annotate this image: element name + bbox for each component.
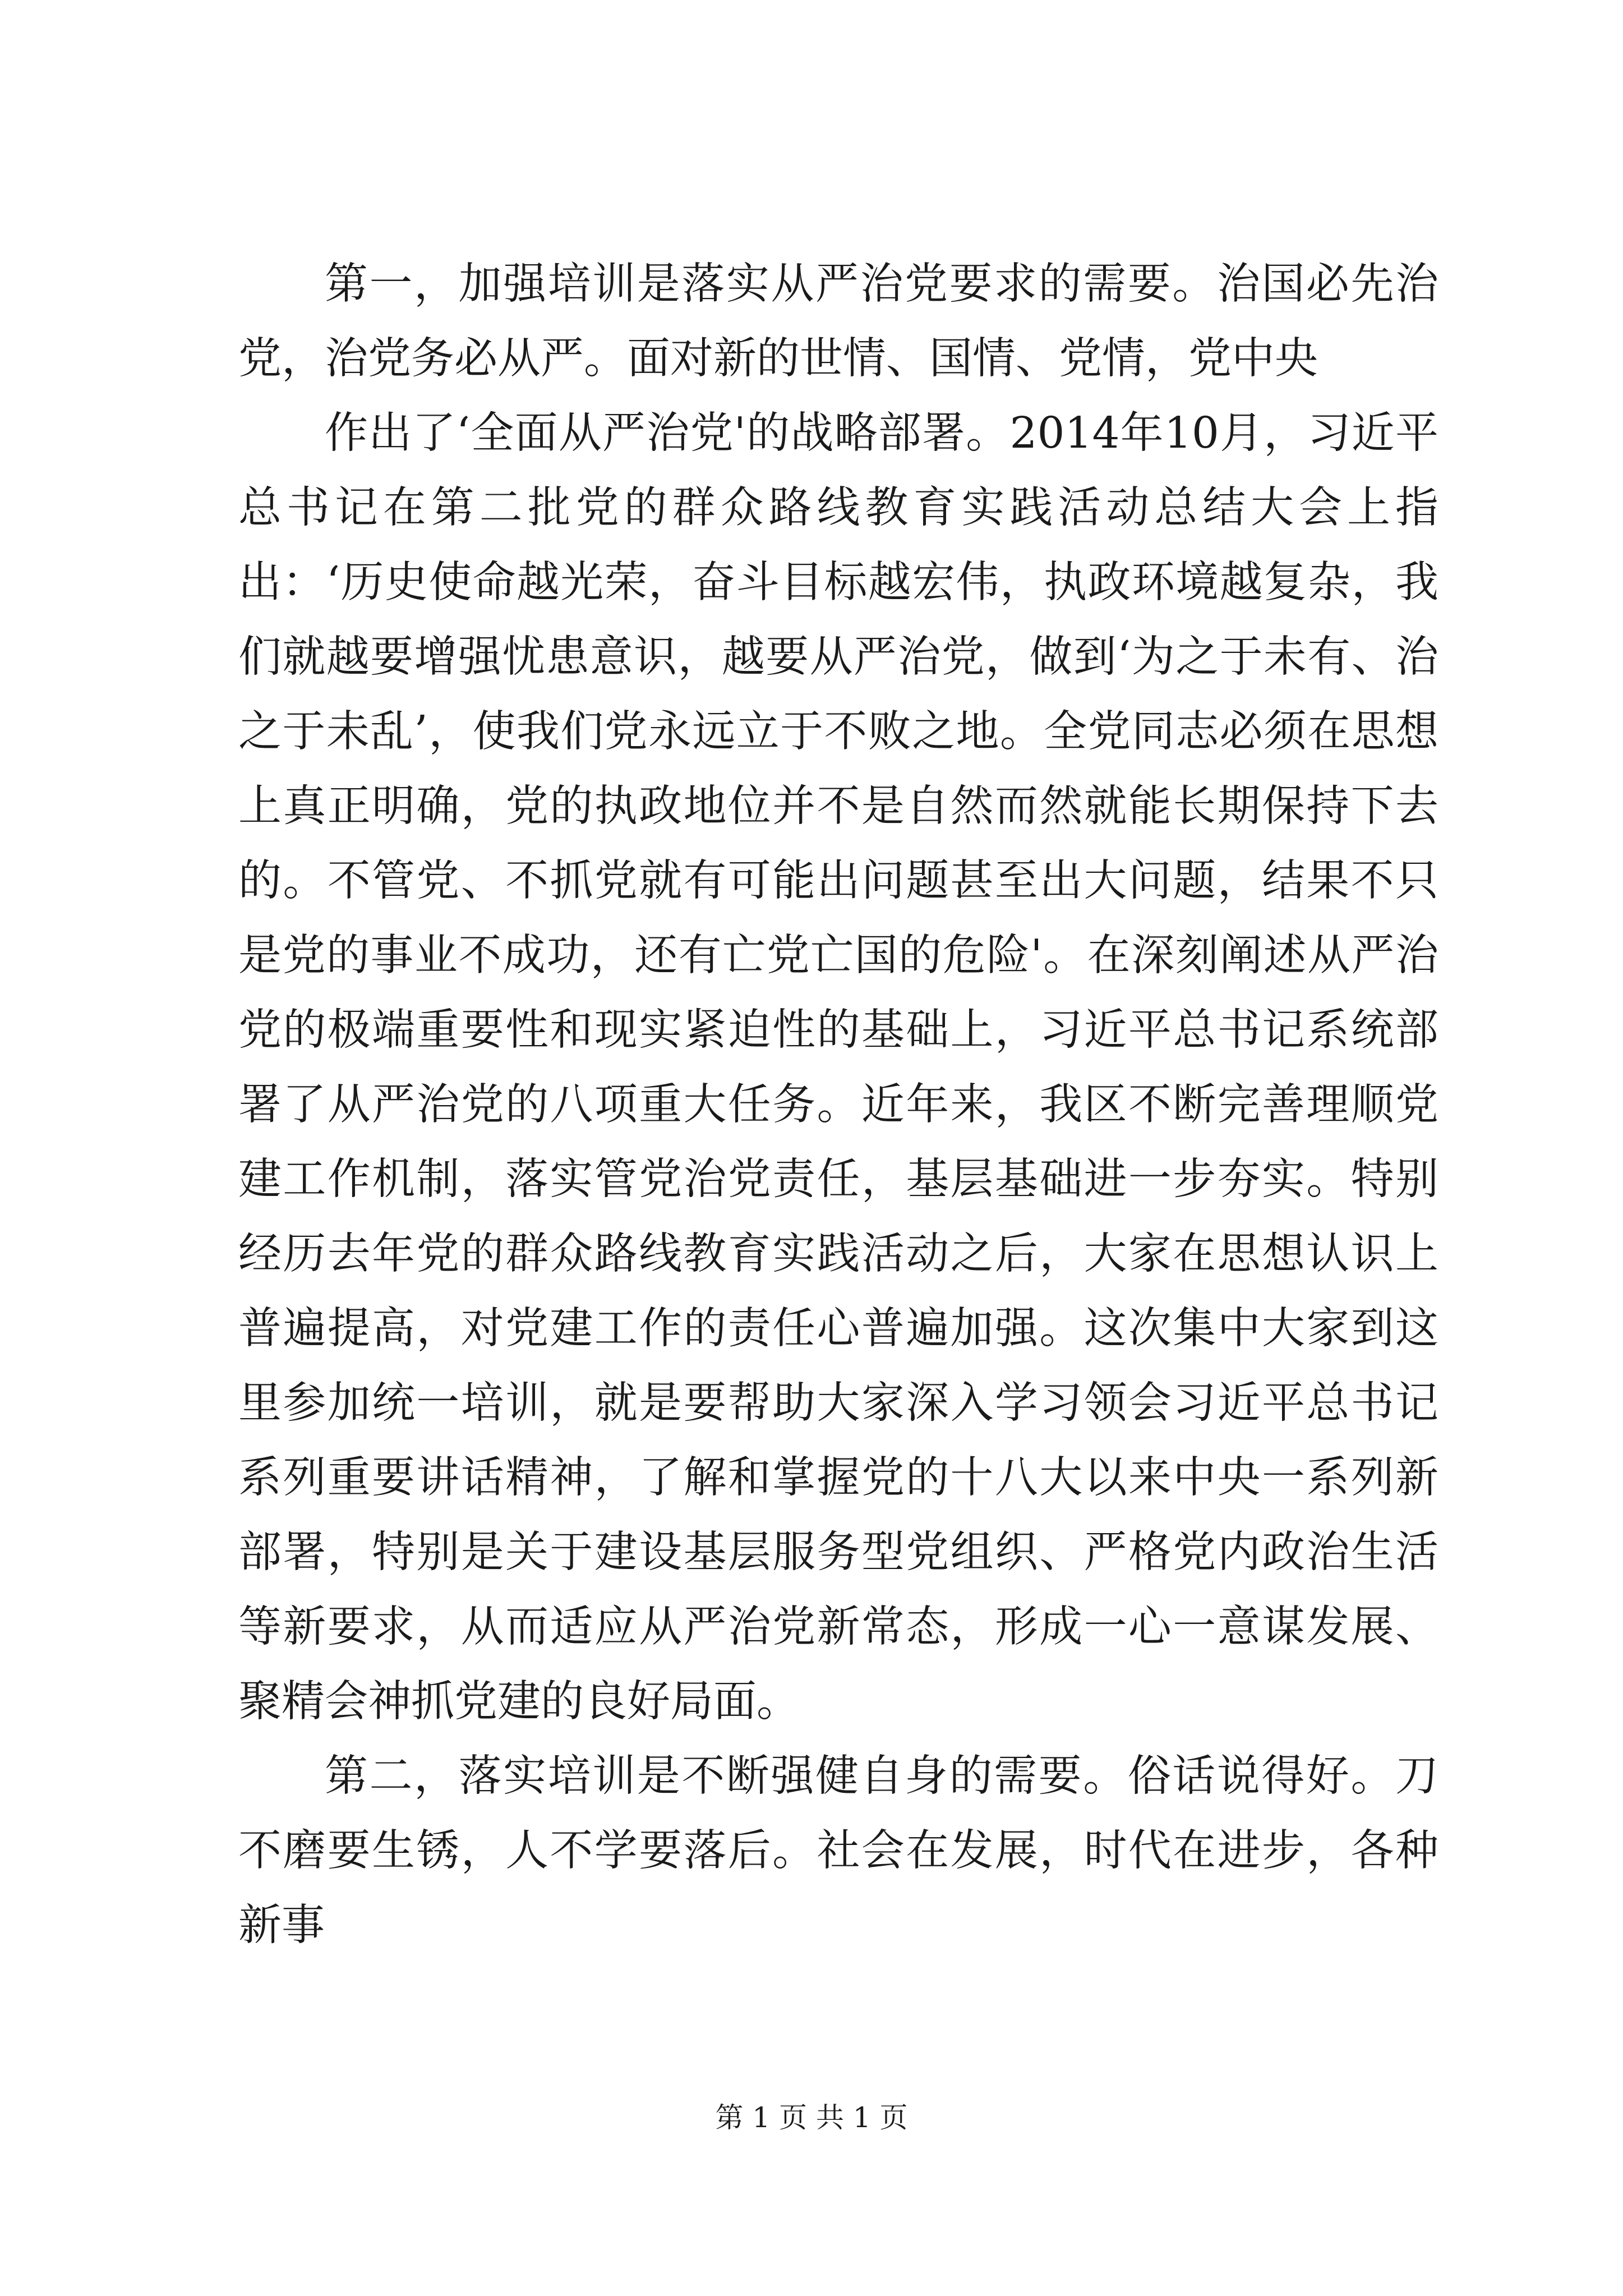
paragraph-1: 第一，加强培训是落实从严治党要求的需要。治国必先治党，治党务必从严。面对新的世情、国情、党情，党中央 (238, 259, 1438, 384)
paragraph-3: 第二，落实培训是不断强健自身的需要。俗话说得好。刀不磨要生锈，人不学要落后。社会在发展，时代在进步，各种新事 (238, 1751, 1438, 1950)
paragraph-2: 作出了‘全面从严治党'的战略部署。2014年10月，习近平总书记在第二批党的群众路线教育实践活动总结大会上指出：‘历史使命越光荣，奋斗目标越宏伟，执政环境越复杂，我们就越要增强忧患意识，越要从严治党，做到‘为之于未有、治之于未乱’，使我们党永远立于不败之地。全党同志必须在思想上真正明确，党的执政地位并不是自然而然就能长期保持下去的。不管党、不抓党就有可能出问题甚至出大问题，结果不只是党的事业不成功，还有亡党亡国的危险'。在深刻阐述从严治党的极端重要性和现实紧迫性的基础上，习近平总书记系统部署了从严治党的八项重大任务。近年来，我区不断完善理顺党建工作机制，落实管党治党责任，基层基础进一步夯实。特别经历去年党的群众路线教育实践活动之后，大家在思想认识上普遍提高，对党建工作的责任心普遍加强。这次集中大家到这里参加统一培训，就是要帮助大家深入学习领会习近平总书记系列重要讲话精神，了解和掌握党的十八大以来中央一系列新部署，特别是关于建设基层服务型党组织、严格党内政治生活等新要求，从而适应从严治党新常态，形成一心一意谋发展、聚精会神抓党建的良好局面。 (238, 408, 1438, 1727)
page-footer: 第 1 页 共 1 页 (715, 2101, 908, 2134)
document-body (238, 247, 1438, 1963)
